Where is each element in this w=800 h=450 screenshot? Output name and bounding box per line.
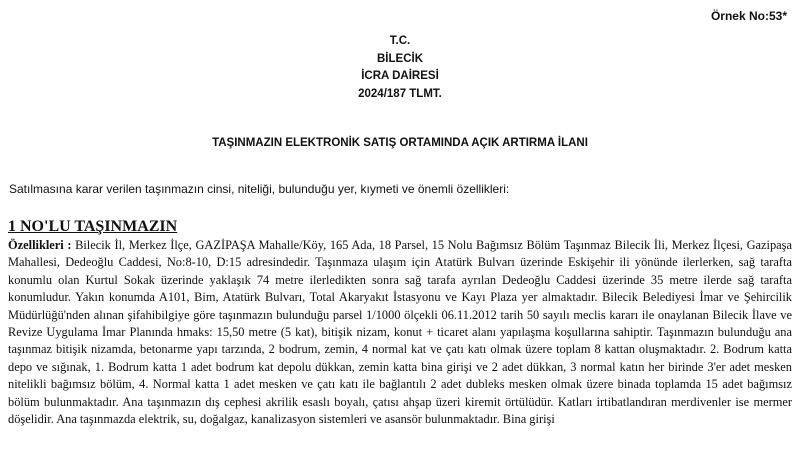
property-features-label: Özellikleri : (8, 238, 72, 252)
header-republic: T.C. (389, 35, 411, 47)
document-header (0, 33, 800, 103)
header-city: BİLECİK (377, 52, 423, 65)
intro-text: Satılmasına karar verilen taşınmazın cinsi, niteliği, bulunduğu yer, kıymeti ve önemli özellikleri: (9, 182, 510, 196)
sample-number: Örnek No:53* (710, 9, 787, 23)
property-features-text: Bilecik İl, Merkez İlçe, GAZİPAŞA Mahalle/Köy, 165 Ada, 18 Parsel, 15 Nolu Bağımsız Bölüm Taşınmaz Bilecik İli, Merkez İlçesi, Gazipaşa Mahallesi, Dedeoğlu Caddesi, No:8-10, D:15 adresindedir. Taşınmaza ulaşım için Atatürk Bulvarı üzerinde Eskişehir ili yönünde ilerlerken, sağ tarafta konumlu olan Kurtul Sokak üzerinde yaklaşık 74 metre ilerledikten sonra sağ tarafa ayrılan Dedeoğlu Caddesi üzerinde 35 metre ilerde sağ tarafta konumludur. Yakın konumda A101, Bim, Atatürk Bulvarı, Total Akaryakıt İstasyonu ve Kayı Plaza yer almaktadır. Bilecik Belediyesi İmar ve Şehircilik Müdürlüğü'nden alınan şifahibilgiye göre taşınmazın bulunduğu parsel 1/1000 ölçekli 06.11.2012 tarih 50 sayılı meclis kararı ile onaylanan Bilecik İlave ve Revize Uygulama İmar Planında hmaks: 15,50 metre (5 kat), bitişik nizam, konut + ticaret alanı yapılaşma koşullarına sahiptir. Taşınmazın bulunduğu ana taşınmaz bitişik nizamda, betonarme yapı tarzında, 2 bodrum, zemin, 4 normal kat ve çatı katı olmak üzere toplam 8 kattan oluşmaktadır. 2. Bodrum katta depo ve sığınak, 1. Bodrum katta 1 adet bodrum kat depolu dükkan, zemin katta bina girişi ve 2 adet dükkan, 3 normal katın her birinde 3'er adet mesken nitelikli bağımsız bölüm, 4. Normal katta 1 adet mesken ve çatı katı ile bağlantılı 2 adet dubleks mesken olmak üzere binada toplamda 15 adet bağımsız bölüm bulunmaktadır. Ana taşınmazın dış cephesi akrilik esaslı boyalı, çatısı ahşap üzeri kiremit örtülüdür. Katları irtibatlandıran merdivenler ise mermer döşelidir. Ana taşınmazda elektrik, su, doğalgaz, kanalizasyon sistemleri ve asansör bulunmaktadır. Bina girişi (8, 238, 792, 427)
announcement-title: TAŞINMAZIN ELEKTRONİK SATIŞ ORTAMINDA AÇIK ARTIRMA İLANI (212, 137, 588, 149)
property-description (8, 237, 792, 428)
header-office: İCRA DAİRESİ (361, 70, 439, 82)
header-file-number: 2024/187 TLMT. (358, 87, 442, 100)
property-heading: 1 NO'LU TAŞINMAZIN (8, 218, 178, 235)
